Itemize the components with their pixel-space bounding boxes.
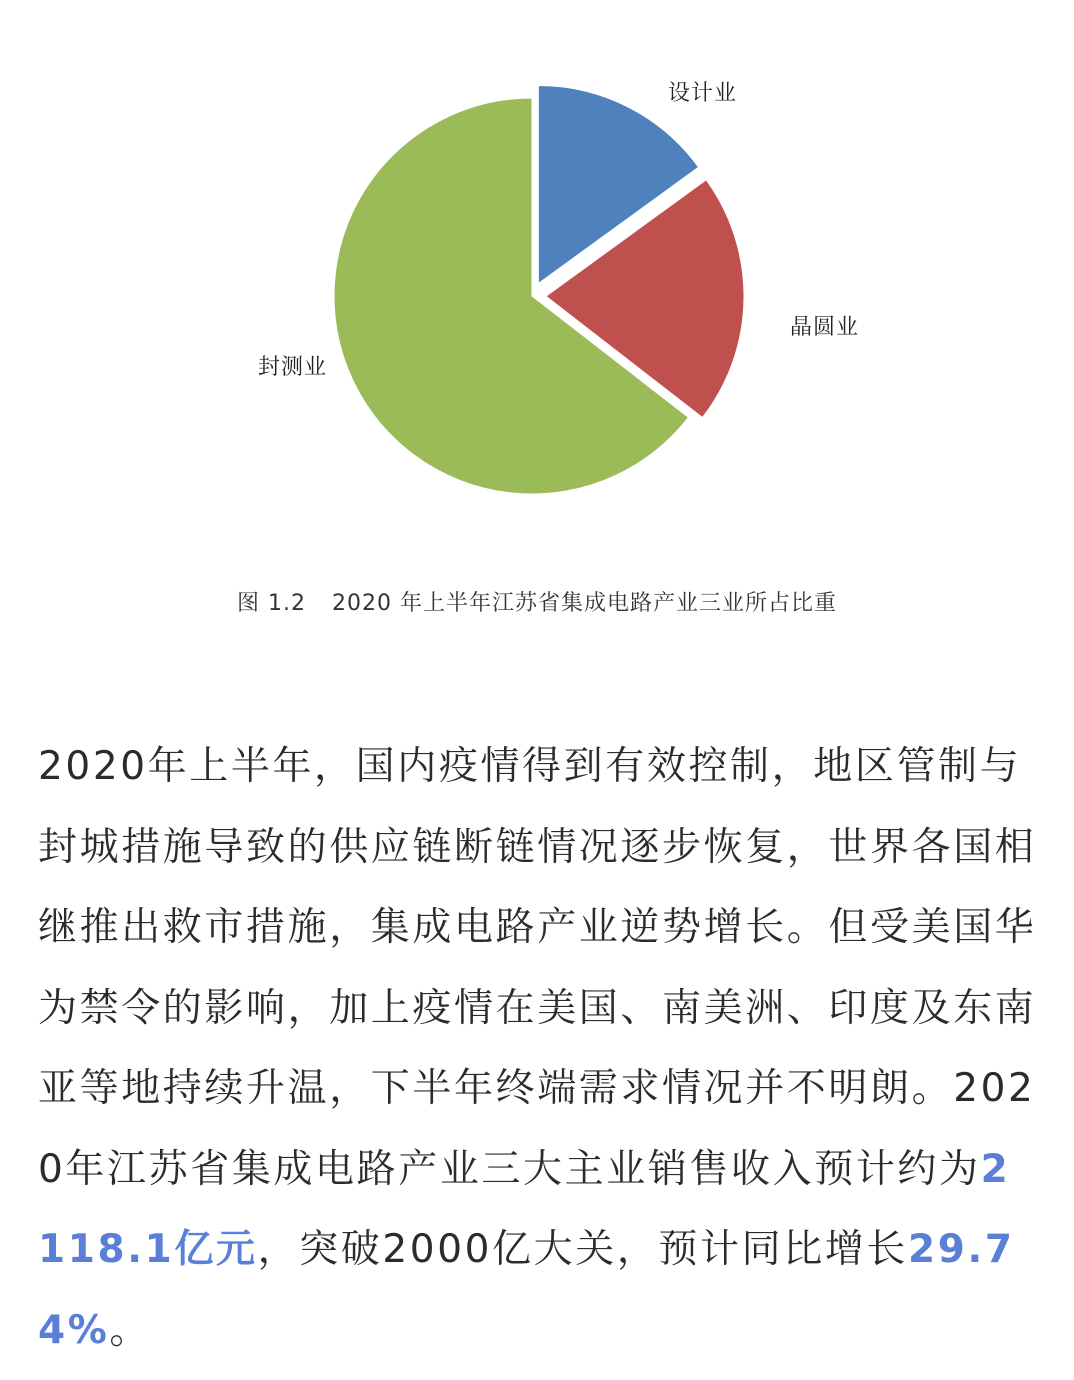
article-paragraph: [38, 727, 1038, 1371]
article-text-part-1: 2020年上半年，国内疫情得到有效控制，地区管制与封城措施导致的供应链断链情况逐步恢复，世界各国相继推出救市措施，集成电路产业逆势增长。但受美国华为禁令的影响，加上疫情在美国、南美洲、印度及东南亚等地持续升温，下半年终端需求情况并不明朗。2020年江苏省集成电路产业三大主业销售收入预计约为: [38, 744, 1037, 1192]
slice-label-packaging: 封测业: [258, 355, 328, 380]
slice-label-design: 设计业: [668, 81, 738, 106]
pie-chart-figure: [0, 0, 1074, 660]
figure-number: 图 1.2: [237, 591, 306, 616]
article-text-end: 。: [109, 1307, 152, 1353]
revenue-highlight: 2118.1亿元: [38, 1146, 1011, 1272]
slice-label-wafer: 晶圆业: [790, 315, 860, 340]
pie-chart: [0, 0, 1074, 560]
figure-title: 2020 年上半年江苏省集成电路产业三业所占比重: [332, 591, 837, 616]
figure-caption: [0, 586, 1074, 617]
article-text-part-2: ，突破2000亿大关，预计同比增长: [257, 1227, 909, 1272]
growth-highlight: 29.74%: [38, 1227, 1015, 1353]
